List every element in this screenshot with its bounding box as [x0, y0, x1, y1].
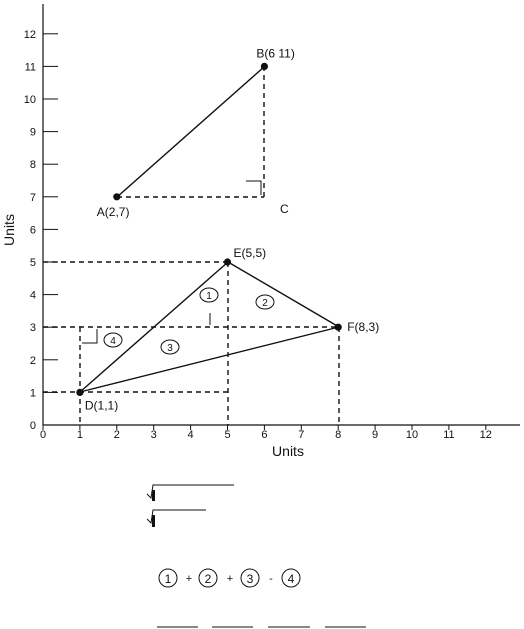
segment-a-b — [117, 67, 264, 197]
formula-operator-3: - — [269, 573, 273, 585]
formula-term-4: 4 — [287, 572, 295, 586]
y-tick-label: 9 — [29, 126, 36, 139]
y-tick-label: 4 — [29, 289, 36, 302]
y-tick-label: 8 — [29, 159, 36, 172]
x-tick-label: 11 — [443, 429, 455, 441]
formula-operator-1: + — [185, 573, 193, 585]
point-e-label: E(5,5) — [233, 246, 267, 260]
x-tick-label: 1 — [76, 429, 83, 441]
y-tick-label: 6 — [29, 224, 36, 237]
point-c-label: C — [280, 202, 289, 216]
region-1-label: 1 — [206, 291, 212, 302]
y-tick-label: 10 — [23, 94, 36, 106]
point-d — [76, 389, 83, 396]
point-a-label: A(2,7) — [96, 204, 130, 219]
segment-e-f — [228, 262, 339, 327]
x-axis-label: Units — [272, 443, 304, 459]
root-mark-1 — [147, 485, 234, 501]
y-tick-label: 1 — [29, 387, 36, 400]
point-a — [113, 193, 120, 200]
root-mark-2 — [147, 510, 206, 527]
y-tick-label: 11 — [24, 61, 36, 74]
region-2-marker — [256, 295, 274, 309]
x-tick-label: 6 — [261, 429, 268, 441]
region-4-label: 4 — [110, 336, 116, 347]
right-angle-marker-region-4 — [82, 329, 97, 343]
formula-operator-2: + — [226, 573, 234, 585]
point-b — [261, 63, 268, 70]
y-axis-ticks — [24, 29, 58, 432]
x-tick-label: 7 — [298, 429, 305, 441]
x-tick-label: 3 — [150, 429, 157, 441]
x-tick-label: 0 — [39, 429, 47, 441]
formula-term-2: 2 — [204, 572, 212, 586]
y-tick-label: 0 — [29, 420, 36, 432]
x-tick-label: 2 — [113, 429, 120, 441]
formula-term-1: 1 — [164, 572, 172, 586]
point-f — [335, 324, 342, 331]
x-tick-label: 4 — [187, 429, 194, 441]
region-2-label: 2 — [262, 298, 268, 309]
y-tick-label: 5 — [29, 257, 36, 269]
point-f-label: F(8,3) — [347, 320, 380, 335]
region-3-marker — [161, 340, 179, 354]
y-tick-label: 2 — [29, 354, 36, 367]
points-layer — [76, 46, 379, 412]
x-tick-label: 9 — [372, 429, 379, 441]
y-tick-label: 12 — [23, 28, 36, 41]
area-formula — [159, 569, 300, 587]
x-tick-label: 12 — [479, 429, 492, 441]
x-tick-label: 10 — [405, 429, 419, 441]
x-tick-label: 8 — [335, 429, 342, 441]
point-e — [224, 258, 231, 265]
y-tick-label: 3 — [29, 322, 36, 335]
right-angle-marker-c — [246, 181, 261, 195]
point-d-label: D(1,1) — [84, 398, 119, 413]
x-axis-ticks — [40, 425, 492, 441]
x-tick-label: 5 — [224, 429, 231, 441]
point-b-label: B(6 11) — [256, 46, 295, 61]
region-1-marker — [200, 288, 218, 302]
region-4-marker — [104, 333, 122, 347]
y-axis-label: Units — [1, 214, 17, 246]
region-3-label: 3 — [167, 343, 173, 354]
formula-term-3: 3 — [246, 572, 254, 586]
y-tick-label: 7 — [29, 191, 36, 204]
